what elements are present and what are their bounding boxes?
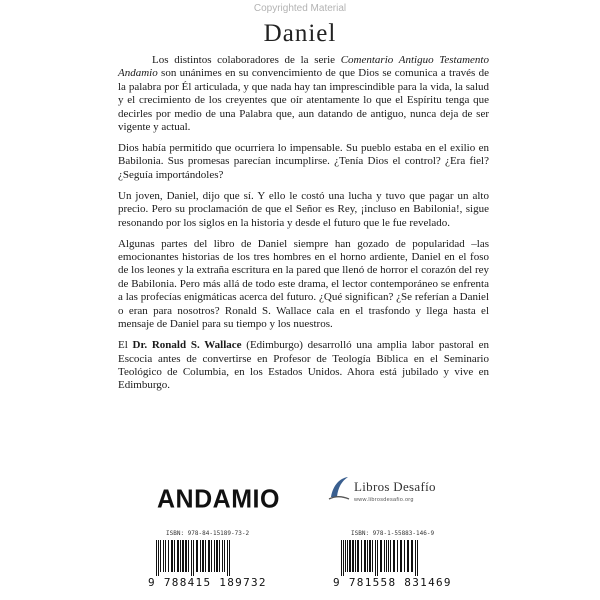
paragraph-daniel: Un joven, Daniel, dijo que sí. Y ello le costó una lucha y tuvo que pagar un alto precio. Pero su proclamación de que el Señor es Rey, ¡incluso en Babilonia!, sigue resonando por los siglos en la historia y desde el futuro que le fue revelado. bbox=[118, 189, 489, 229]
series-name: Comentario Antiguo Testamento Andamio bbox=[118, 54, 489, 80]
libros-desafio-name: Libros Desafío bbox=[354, 478, 436, 494]
author-name: Dr. Ronald S. Wallace bbox=[132, 339, 242, 352]
paragraph-intro: Los distintos colaboradores de la serie Comentario Antiguo Testamento Andamio son unánimes en su convencimiento de que Dios se comunica a través de la palabra por Él articulada, y que nada hay tan imprescindible para la vida, la salud y el crecimiento de los creyentes que oír atentamente lo que el Espíritu tenga que decirles por medio de una Palabra que, aun datando de antiguo, nunca deja de ser vigente y actual. bbox=[118, 54, 489, 134]
isbn-right: ISBN: 978-1-55883-146-9 bbox=[351, 530, 435, 537]
book-title: Daniel bbox=[263, 20, 337, 47]
book-swoosh-icon bbox=[328, 475, 350, 506]
barcode-bars-right bbox=[333, 540, 451, 576]
paragraph-exile: Dios había permitido que ocurriera lo impensable. Su pueblo estaba en el exilio en Babilonia. Sus promesas parecían incumplirse. ¿Tenía Dios el control? ¿Era fiel? ¿Seguía importándoles? bbox=[118, 142, 489, 181]
paragraph-popularity: Algunas partes del libro de Daniel siempre han gozado de popularidad –las emocionantes historias de los tres hombres en el horno ardiente, Daniel en el foso de los leones y la extraña escritura en la pared que llenó de horror el corazón del rey de Babilonia. Pero más allá de todo este drama, el lector contemporáneo se enfrenta a las profecías enigmáticas acerca del futuro. ¿Qué significan? ¿Se referían a Daniel o eran para nosotros? Ronald S. Wallace cala en el trasfondo y llega hasta el mensaje de Daniel para su tiempo y los nuestros. bbox=[118, 237, 489, 331]
barcode-left bbox=[148, 530, 267, 589]
barcode-right bbox=[333, 530, 452, 589]
watermark: Copyrighted Material bbox=[253, 3, 347, 14]
andamio-logo: ANDAMIO bbox=[157, 484, 280, 514]
barcode-bars-left bbox=[148, 540, 266, 576]
libros-desafio-url: www.librosdesafio.org bbox=[354, 496, 414, 503]
barcode-digits-right: 9 781558 831469 bbox=[333, 576, 452, 589]
back-cover-text bbox=[118, 54, 489, 400]
barcode-digits-left: 9 788415 189732 bbox=[148, 576, 267, 589]
libros-desafio-logo bbox=[328, 475, 436, 506]
paragraph-author: El Dr. Ronald S. Wallace (Edimburgo) desarrolló una amplia labor pastoral en Escocia antes de convertirse en Profesor de Teología Bíblica en el Seminario Teológico de Columbia, en los Estados Unidos. Ahora está jubilado y vive en Edimburgo. bbox=[118, 339, 489, 392]
isbn-left: ISBN: 978-84-15189-73-2 bbox=[166, 530, 250, 537]
